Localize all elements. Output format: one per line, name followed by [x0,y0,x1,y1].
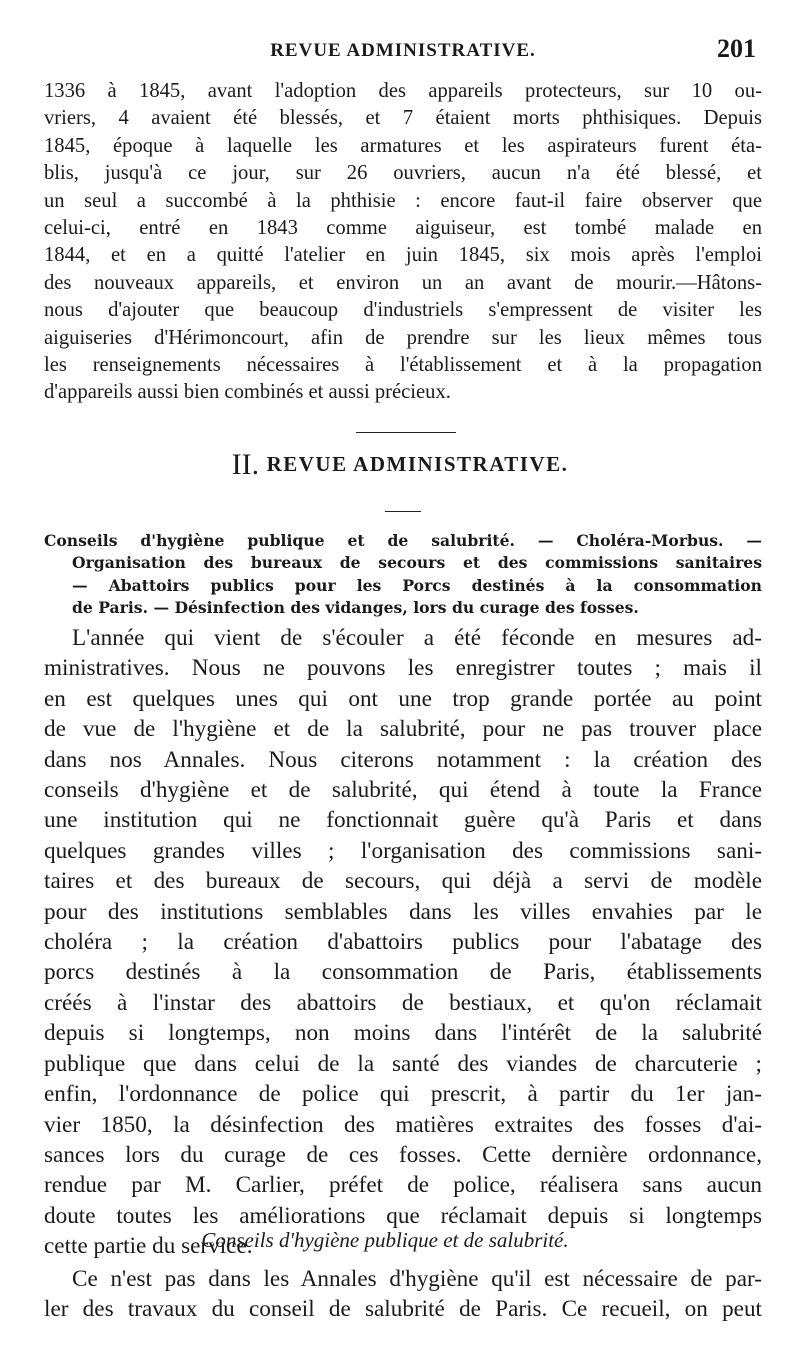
paragraph-line: pour des institutions semblables dans les villes envahies par le [44,898,762,925]
summary-line: Organisation des bureaux de secours et des commissions sanitaires [72,553,762,573]
paragraph-line: publique que dans celui de la santé des viandes de charcuterie ; [44,1050,762,1077]
summary-line: — Abattoirs publics pour les Porcs destinés à la consommation [72,575,762,595]
paragraph-line: une institution qui ne fonctionnait guère qu'à Paris et dans [44,807,762,834]
section-heading [0,448,800,482]
summary-line: Conseils d'hygiène publique et de salubrité. — Choléra-Morbus. — [44,531,762,550]
section-summary [44,530,762,619]
final-paragraph [44,1264,762,1325]
section-number: II. [231,448,260,481]
paragraph-line: doute toutes les améliorations que réclamait depuis si longtemps [44,1202,762,1229]
page-number: 201 [717,34,756,63]
paragraph-line: dans nos Annales. Nous citerons notamment : la création des [44,746,762,773]
paragraph-line: porcs destinés à la consommation de Paris, établissements [44,959,762,986]
paragraph-line: vriers, 4 avaient été blessés, et 7 étaient morts phthisiques. Depuis [44,107,762,130]
paragraph-line: vier 1850, la désinfection des matières extraites des fosses d'ai- [44,1111,762,1138]
paragraph-line: de vue de l'hygiène et de la salubrité, pour ne pas trouver place [44,716,762,743]
summary-line: de Paris. — Désinfection des vidanges, lors du curage des fosses. [72,597,639,617]
paragraph-line: conseils d'hygiène et de salubrité, qui étend à toute la France [44,777,762,804]
top-paragraph [44,78,762,407]
running-head [46,34,760,70]
paragraph-line: blis, jusqu'à ce jour, sur 26 ouvriers, aucun n'a été blessé, et [44,162,762,185]
subsection-heading: Conseils d'hygiène publique et de salubrité. [201,1228,569,1252]
main-paragraph [44,623,762,1262]
paragraph-line: L'année qui vient de s'écouler a été féconde en mesures ad- [72,625,762,651]
paragraph-line: en est quelques unes qui ont une trop grande portée au point [44,685,762,712]
paragraph-line: aiguiseries d'Hérimoncourt, afin de prendre sur les lieux mêmes tous [44,326,762,349]
heading-rule [385,511,421,512]
paragraph-line: 1844, et en a quitté l'atelier en juin 1845, six mois après l'emploi [44,244,762,267]
paragraph-line: un seul a succombé à la phthisie : encore faut-il faire observer que [44,189,762,212]
paragraph-line: d'appareils aussi bien combinés et aussi précieux. [44,381,451,404]
paragraph-line: enfin, l'ordonnance de police qui prescrit, à partir du 1er jan- [44,1081,762,1108]
paragraph-line: ministratives. Nous ne pouvons les enregistrer toutes ; mais il [44,655,762,682]
paragraph-line: Ce n'est pas dans les Annales d'hygiène qu'il est nécessaire de par- [72,1266,762,1292]
section-divider [356,432,456,433]
section-title: REVUE ADMINISTRATIVE. [266,452,569,476]
paragraph-line: 1336 à 1845, avant l'adoption des appareils protecteurs, sur 10 ou- [44,80,762,102]
paragraph-line: créés à l'instar des abattoirs de bestiaux, et qu'on réclamait [44,989,762,1016]
paragraph-line: cette partie du service. [44,1233,253,1260]
paragraph-line: quelques grandes villes ; l'organisation des commissions sani- [44,837,762,864]
paragraph-line: celui-ci, entré en 1843 comme aiguiseur, est tombé malade en [44,217,762,240]
paragraph-line: des nouveaux appareils, et environ un an avant de mourir.—Hâtons- [44,271,762,294]
paragraph-line: choléra ; la création d'abattoirs publics pour l'abatage des [44,929,762,956]
paragraph-line: ler des travaux du conseil de salubrité de Paris. Ce recueil, on peut [44,1296,762,1323]
paragraph-line: rendue par M. Carlier, préfet de police, réalisera sans aucun [44,1172,762,1199]
paragraph-line: les renseignements nécessaires à l'établissement et à la propagation [44,354,762,377]
paragraph-line: sances lors du curage de ces fosses. Cette dernière ordonnance, [44,1141,762,1168]
running-title: REVUE ADMINISTRATIVE. [270,40,536,61]
paragraph-line: 1845, époque à laquelle les armatures et les aspirateurs furent éta- [44,134,762,157]
paragraph-line: nous d'ajouter que beaucoup d'industriels s'empressent de visiter les [44,299,762,322]
paragraph-line: depuis si longtemps, non moins dans l'intérêt de la salubrité [44,1020,762,1047]
paragraph-line: taires et des bureaux de secours, qui déjà a servi de modèle [44,868,762,895]
